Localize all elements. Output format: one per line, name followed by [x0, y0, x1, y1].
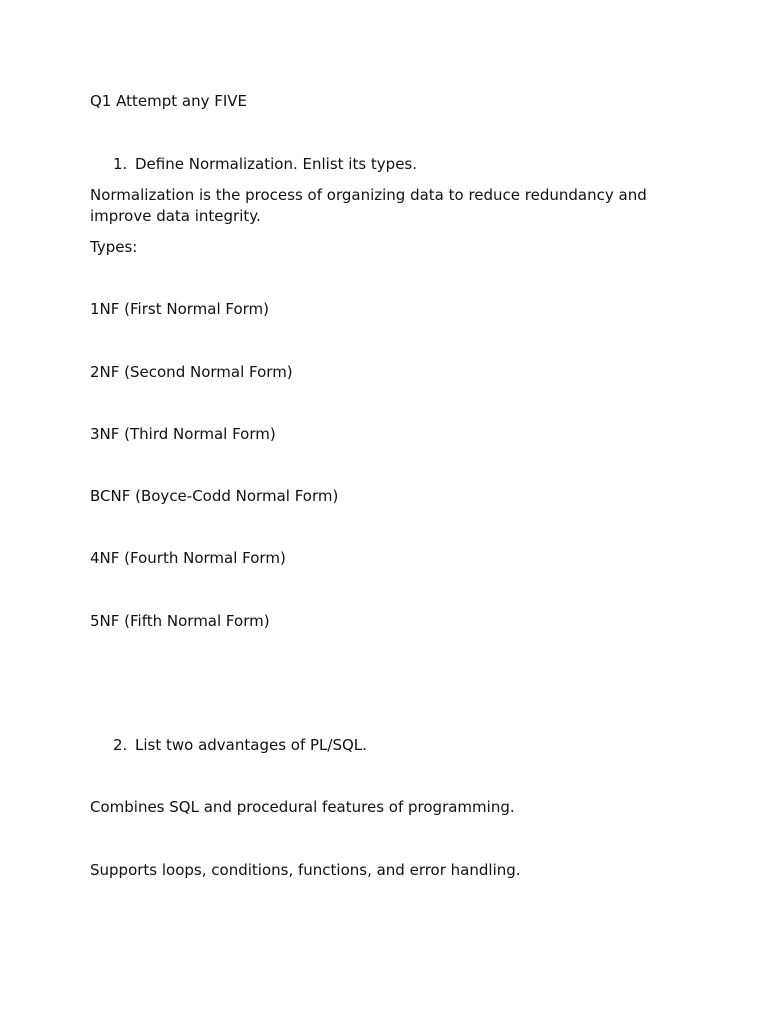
- question-2-text: List two advantages of PL/SQL.: [135, 736, 367, 754]
- types-label: Types:: [90, 238, 138, 256]
- question-2-number: 2.: [113, 736, 128, 754]
- advantage-item: Combines SQL and procedural features of programming.: [90, 798, 515, 816]
- type-item: 5NF (Fifth Normal Form): [90, 612, 270, 630]
- type-item: BCNF (Boyce-Codd Normal Form): [90, 487, 339, 505]
- question-1-text: Define Normalization. Enlist its types.: [135, 155, 418, 173]
- type-item: 3NF (Third Normal Form): [90, 425, 276, 443]
- type-item: 2NF (Second Normal Form): [90, 363, 293, 381]
- question-1: [113, 154, 417, 175]
- question-1-number: 1.: [113, 155, 128, 173]
- type-item: 1NF (First Normal Form): [90, 300, 270, 318]
- normalization-definition: Normalization is the process of organizing data to reduce redundancy and improve data integrity.: [90, 186, 647, 225]
- section-heading: Q1 Attempt any FIVE: [90, 92, 248, 110]
- type-item: 4NF (Fourth Normal Form): [90, 549, 286, 567]
- advantage-item: Supports loops, conditions, functions, and error handling.: [90, 861, 521, 879]
- question-2: [113, 735, 367, 756]
